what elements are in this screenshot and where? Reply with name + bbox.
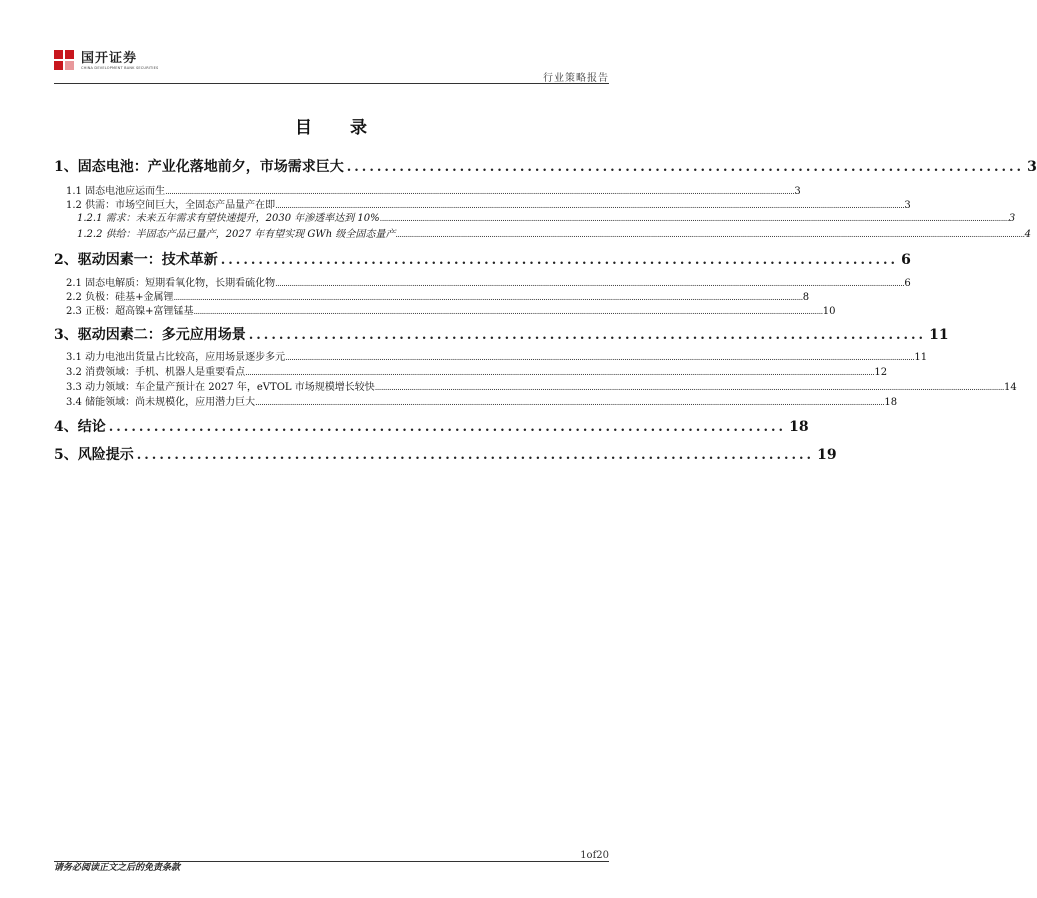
toc-entry-page: 3 bbox=[794, 186, 801, 197]
toc-entry-2-2[interactable] bbox=[66, 291, 810, 304]
toc-leader: .................................................................................................................................................................................................................................................................................................................... bbox=[275, 201, 905, 210]
toc-entry-page: 3 bbox=[904, 200, 911, 211]
toc-entry-title: 2、驱动因素一：技术革新 bbox=[54, 252, 218, 268]
toc-entry-page: 6 bbox=[901, 252, 911, 268]
toc-leader: .................................................................................................................................................................................................................................................................................................................... bbox=[173, 293, 803, 302]
toc-entry-3-4[interactable] bbox=[66, 396, 898, 409]
toc-entry-title: 5、风险提示 bbox=[54, 447, 134, 463]
toc-entry-page: 6 bbox=[904, 278, 911, 289]
toc-leader: .................................................................................................................................................................................................................................................................................................................... bbox=[395, 230, 1025, 239]
toc-title: 目 录 bbox=[295, 118, 383, 138]
toc-entry-page: 18 bbox=[884, 397, 898, 408]
header-divider bbox=[54, 83, 609, 84]
toc-leader: .................................................................................................................................................................................................................................................................................................................... bbox=[285, 353, 915, 362]
toc-entry-page: 12 bbox=[874, 367, 888, 378]
toc-entry-page: 11 bbox=[929, 327, 949, 343]
disclaimer-text: 请务必阅读正文之后的免责条款 bbox=[54, 863, 181, 873]
toc-entry-title: 3.3 动力领域：车企量产预计在 2027 年，eVTOL 市场规模增长较快 bbox=[66, 382, 375, 393]
toc-leader: .......................................................................................... bbox=[248, 328, 927, 343]
toc-entry-page: 14 bbox=[1003, 382, 1017, 393]
toc-entry-title: 1、固态电池：产业化落地前夕，市场需求巨大 bbox=[54, 159, 344, 175]
toc-entry-3-3[interactable] bbox=[66, 381, 1017, 394]
logo-mark-icon bbox=[54, 50, 76, 72]
toc-entry-2-1[interactable] bbox=[66, 277, 911, 290]
toc-entry-1-2[interactable] bbox=[66, 199, 911, 212]
toc-entry-title: 1.2.2 供给：半固态产品已量产，2027 年有望实现 GWh 级全固态量产 bbox=[77, 229, 396, 240]
toc-entry-title: 3.4 储能领域：尚未规模化，应用潜力巨大 bbox=[66, 397, 256, 408]
toc-leader: .................................................................................................................................................................................................................................................................................................................... bbox=[379, 214, 1009, 223]
toc-leader: .................................................................................................................................................................................................................................................................................................................... bbox=[374, 383, 1004, 392]
toc-leader: .................................................................................................................................................................................................................................................................................................................... bbox=[245, 368, 875, 377]
toc-entry-title: 1.2 供需：市场空间巨大，全固态产品量产在即 bbox=[66, 200, 276, 211]
toc-leader: .......................................................................................... bbox=[220, 253, 899, 268]
logo-name-cn: 国开证券 bbox=[81, 51, 138, 66]
toc-entry-title: 3.1 动力电池出货量占比较高，应用场景逐步多元 bbox=[66, 352, 286, 363]
toc-leader: .................................................................................................................................................................................................................................................................................................................... bbox=[255, 398, 885, 407]
company-logo bbox=[54, 50, 158, 72]
toc-entry-title: 2.1 固态电解质：短期看氧化物，长期看硫化物 bbox=[66, 278, 276, 289]
toc-entry-page: 3 bbox=[1027, 159, 1037, 175]
toc-entry-page: 18 bbox=[789, 419, 809, 435]
report-type-label: 行业策略报告 bbox=[543, 73, 609, 84]
toc-entry-2[interactable] bbox=[54, 250, 911, 270]
toc-entry-4[interactable] bbox=[54, 417, 809, 437]
toc-entry-title: 2.3 正极：超高镍+富锂锰基 bbox=[66, 306, 194, 317]
toc-entry-2-3[interactable] bbox=[66, 305, 836, 318]
toc-entry-title: 3.2 消费领域：手机、机器人是重要看点 bbox=[66, 367, 246, 378]
toc-entry-title: 2.2 负极：硅基+金属锂 bbox=[66, 292, 174, 303]
toc-entry-title: 1.2.1 需求：未来五年需求有望快速提升，2030 年渗透率达到 10% bbox=[77, 213, 380, 224]
logo-name-en: CHINA DEVELOPMENT BANK SECURITIES bbox=[81, 66, 159, 70]
toc-entry-1[interactable] bbox=[54, 157, 1037, 177]
toc-entry-1-2-2[interactable] bbox=[77, 228, 1031, 241]
toc-entry-3[interactable] bbox=[54, 325, 949, 345]
page-number: 1of20 bbox=[580, 850, 609, 861]
toc-entry-page: 4 bbox=[1024, 229, 1031, 240]
toc-entry-page: 3 bbox=[1008, 213, 1016, 224]
toc-entry-title: 4、结论 bbox=[54, 419, 106, 435]
toc-leader: .......................................................................................... bbox=[346, 160, 1025, 175]
toc-entry-5[interactable] bbox=[54, 445, 837, 465]
toc-entry-page: 19 bbox=[817, 447, 837, 463]
toc-entry-1-2-1[interactable] bbox=[77, 212, 1016, 225]
toc-entry-title: 1.1 固态电池应运而生 bbox=[66, 186, 166, 197]
toc-leader: .................................................................................................................................................................................................................................................................................................................... bbox=[275, 279, 905, 288]
toc-entry-1-1[interactable] bbox=[66, 185, 801, 198]
toc-leader: .................................................................................................................................................................................................................................................................................................................... bbox=[193, 307, 823, 316]
toc-leader: .................................................................................................................................................................................................................................................................................................................... bbox=[165, 187, 795, 196]
toc-entry-page: 8 bbox=[802, 292, 810, 303]
toc-entry-page: 10 bbox=[822, 306, 836, 317]
toc-entry-page: 11 bbox=[914, 352, 928, 363]
toc-entry-3-2[interactable] bbox=[66, 366, 888, 379]
toc-leader: .......................................................................................... bbox=[136, 448, 815, 463]
toc-entry-title: 3、驱动因素二：多元应用场景 bbox=[54, 327, 246, 343]
toc-leader: .......................................................................................... bbox=[108, 420, 787, 435]
toc-entry-3-1[interactable] bbox=[66, 351, 928, 364]
